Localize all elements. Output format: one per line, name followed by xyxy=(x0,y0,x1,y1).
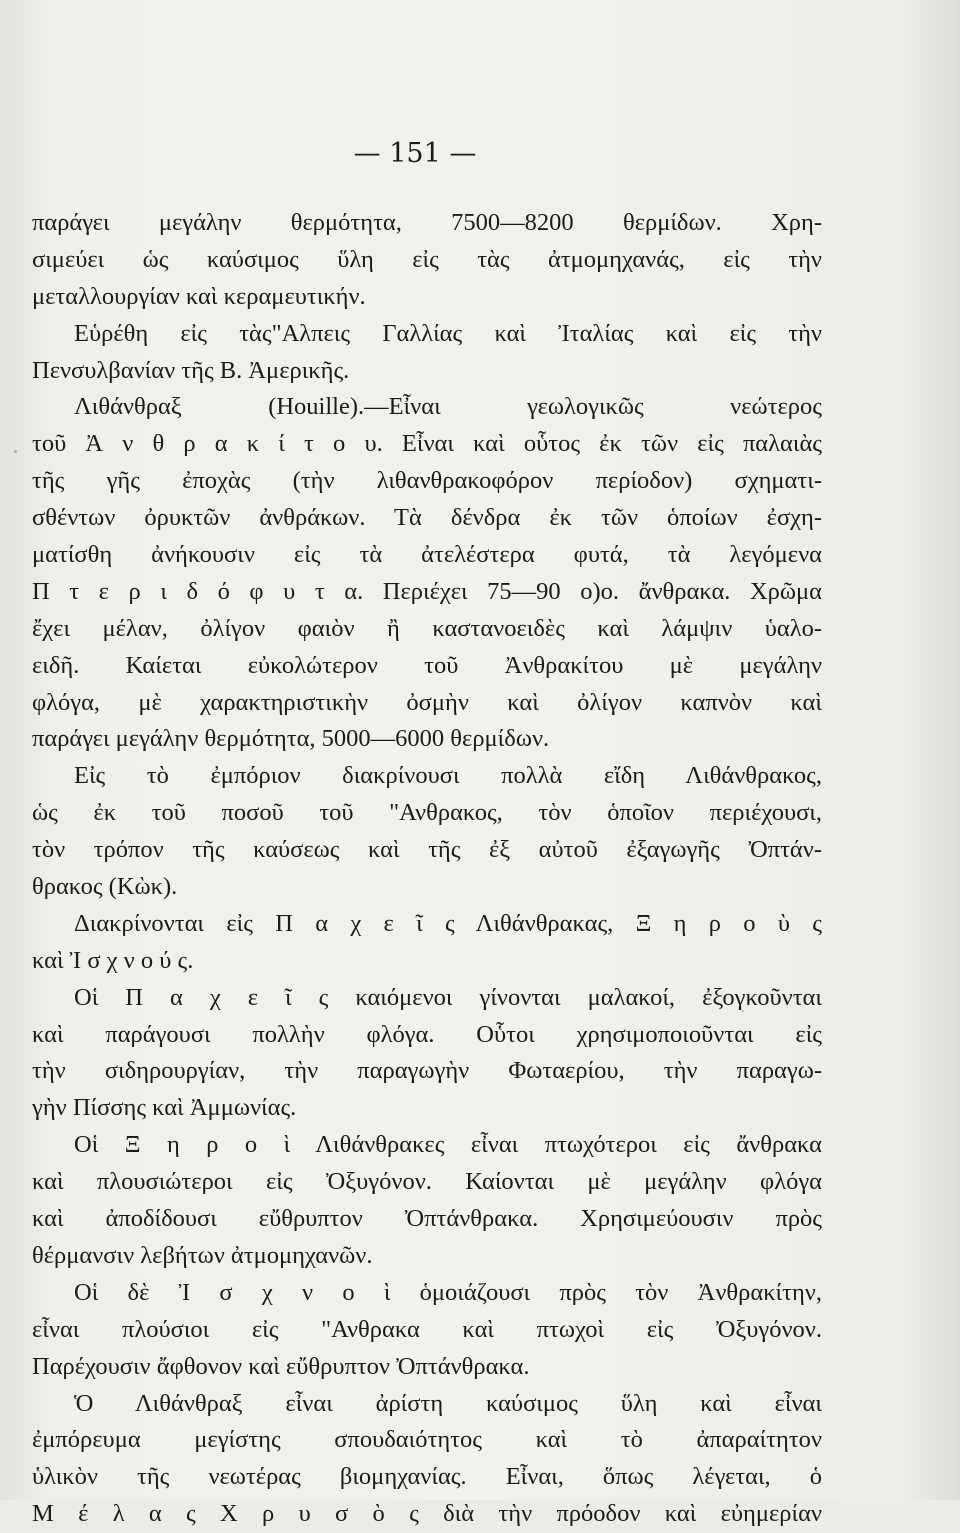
text-line: σιμεύει ὡς καύσιμος ὕλη εἰς τὰς ἀτμομηχανάς, εἰς τὴν xyxy=(32,245,822,273)
text-line: Μ έ λ α ς Χ ρ υ σ ὸ ς διὰ τὴν πρόοδον καὶ εὐημερίαν xyxy=(32,1500,822,1528)
text-line: Εἰς τὸ ἐμπόριον διακρίνουσι πολλὰ εἴδη Λιθάνθρακος, xyxy=(74,762,822,790)
text-line: ματίσθη ἀνήκουσιν εἰς τὰ ἀτελέστερα φυτά, τὰ λεγόμενα xyxy=(32,541,822,569)
text-line: τὸν τρόπον τῆς καύσεως καὶ τῆς ἐξ αὐτοῦ ἐξαγωγῆς Ὀπτάν- xyxy=(32,836,822,864)
text-line: ὡς ἐκ τοῦ ποσοῦ τοῦ "Ανθρακος, τὸν ὁποῖον περιέχουσι, xyxy=(32,799,822,827)
text-line: τοῦ Ἀ ν θ ρ α κ ί τ ο υ. Εἶναι καὶ οὗτος ἐκ τῶν εἰς παλαιὰς xyxy=(32,430,822,458)
text-line: Λιθάνθραξ (Houille).—Εἶναι γεωλογικῶς νεώτερος xyxy=(74,393,822,421)
ink-speck xyxy=(452,1212,454,1214)
text-line: παράγει μεγάλην θερμότητα, 5000—6000 θερμίδων. xyxy=(32,725,550,753)
text-line: καὶ ἀποδίδουσι εὔθρυπτον Ὀπτάνθρακα. Χρησιμεύουσιν πρὸς xyxy=(32,1205,822,1233)
text-line: γὴν Πίσσης καὶ Ἀμμωνίας. xyxy=(32,1094,297,1122)
text-line: φλόγα, μὲ χαρακτηριστικὴν ὀσμὴν καὶ ὀλίγον καπνὸν καὶ xyxy=(32,688,822,716)
text-line: θέρμανσιν λεβήτων ἀτμομηχανῶν. xyxy=(32,1241,373,1269)
text-line: καὶ παράγουσι πολλὴν φλόγα. Οὗτοι χρησιμοποιοῦνται εἰς xyxy=(32,1020,822,1048)
text-line: Π τ ε ρ ι δ ό φ υ τ α. Περιέχει 75—90 ο)ο. ἄνθρακα. Χρῶμα xyxy=(32,577,822,605)
text-line: ἐμπόρευμα μεγίστης σπουδαιότητος καὶ τὸ ἀπαραίτητον xyxy=(32,1426,822,1454)
body-text xyxy=(32,205,822,1533)
text-line: ειδῆ. Καίεται εὐκολώτερον τοῦ Ἀνθρακίτου μὲ μεγάλην xyxy=(32,651,822,679)
text-line: Ὁ Λιθάνθραξ εἶναι ἀρίστη καύσιμος ὕλη καὶ εἶναι xyxy=(74,1389,822,1417)
text-line: Παρέχουσιν ἄφθονον καὶ εὔθρυπτον Ὀπτάνθρακα. xyxy=(32,1352,530,1380)
text-line: Οἱ δὲ Ἰ σ χ ν ο ὶ ὁμοιάζουσι πρὸς τὸν Ἀνθρακίτην, xyxy=(74,1278,822,1306)
text-line: ὑλικὸν τῆς νεωτέρας βιομηχανίας. Εἶναι, ὅπως λέγεται, ὁ xyxy=(32,1463,822,1491)
text-line: μεταλλουργίαν καὶ κεραμευτικήν. xyxy=(32,282,366,310)
text-line: Διακρίνονται εἰς Π α χ ε ῖ ς Λιθάνθρακας, Ξ η ρ ο ὺ ς xyxy=(74,909,822,937)
page-number: — 151 — xyxy=(353,138,477,169)
text-line: τῆς γῆς ἐποχὰς (τὴν λιθανθρακοφόρον περίοδον) σχηματι- xyxy=(32,467,822,495)
text-line: θρακος (Κὼκ). xyxy=(32,873,178,901)
text-line: σθέντων ὀρυκτῶν ἀνθράκων. Τὰ δένδρα ἐκ τῶν ὁποίων ἐσχη- xyxy=(32,504,822,532)
text-line: εἶναι πλούσιοι εἰς "Ανθρακα καὶ πτωχοὶ εἰς Ὀξυγόνον. xyxy=(32,1315,822,1343)
text-line: ἔχει μέλαν, ὀλίγον φαιὸν ἢ καστανοειδὲς καὶ λάμψιν ὑαλο- xyxy=(32,614,822,642)
ink-speck xyxy=(742,1010,744,1012)
text-line: Εὑρέθη εἰς τὰς"Αλπεις Γαλλίας καὶ Ἰταλίας καὶ εἰς τὴν xyxy=(74,319,822,347)
text-line: Πενσυλβανίαν τῆς Β. Ἀμερικῆς. xyxy=(32,356,350,384)
text-line: καὶ πλουσιώτεροι εἰς Ὀξυγόνον. Καίονται μὲ μεγάλην φλόγα xyxy=(32,1168,822,1196)
text-line: καὶ Ἰ σ χ ν ο ύ ς. xyxy=(32,946,194,974)
text-line: Οἱ Π α χ ε ῖ ς καιόμενοι γίνονται μαλακοί, ἐξογκοῦνται xyxy=(74,983,822,1011)
text-line: τὴν σιδηρουργίαν, τὴν παραγωγὴν Φωταερίου, τὴν παραγω- xyxy=(32,1057,822,1085)
text-line: Οἱ Ξ η ρ ο ὶ Λιθάνθρακες εἶναι πτωχότεροι εἰς ἄνθρακα xyxy=(74,1131,822,1159)
text-line: παράγει μεγάλην θερμότητα, 7500—8200 θερμίδων. Χρη- xyxy=(32,209,822,236)
ink-speck xyxy=(14,450,17,453)
